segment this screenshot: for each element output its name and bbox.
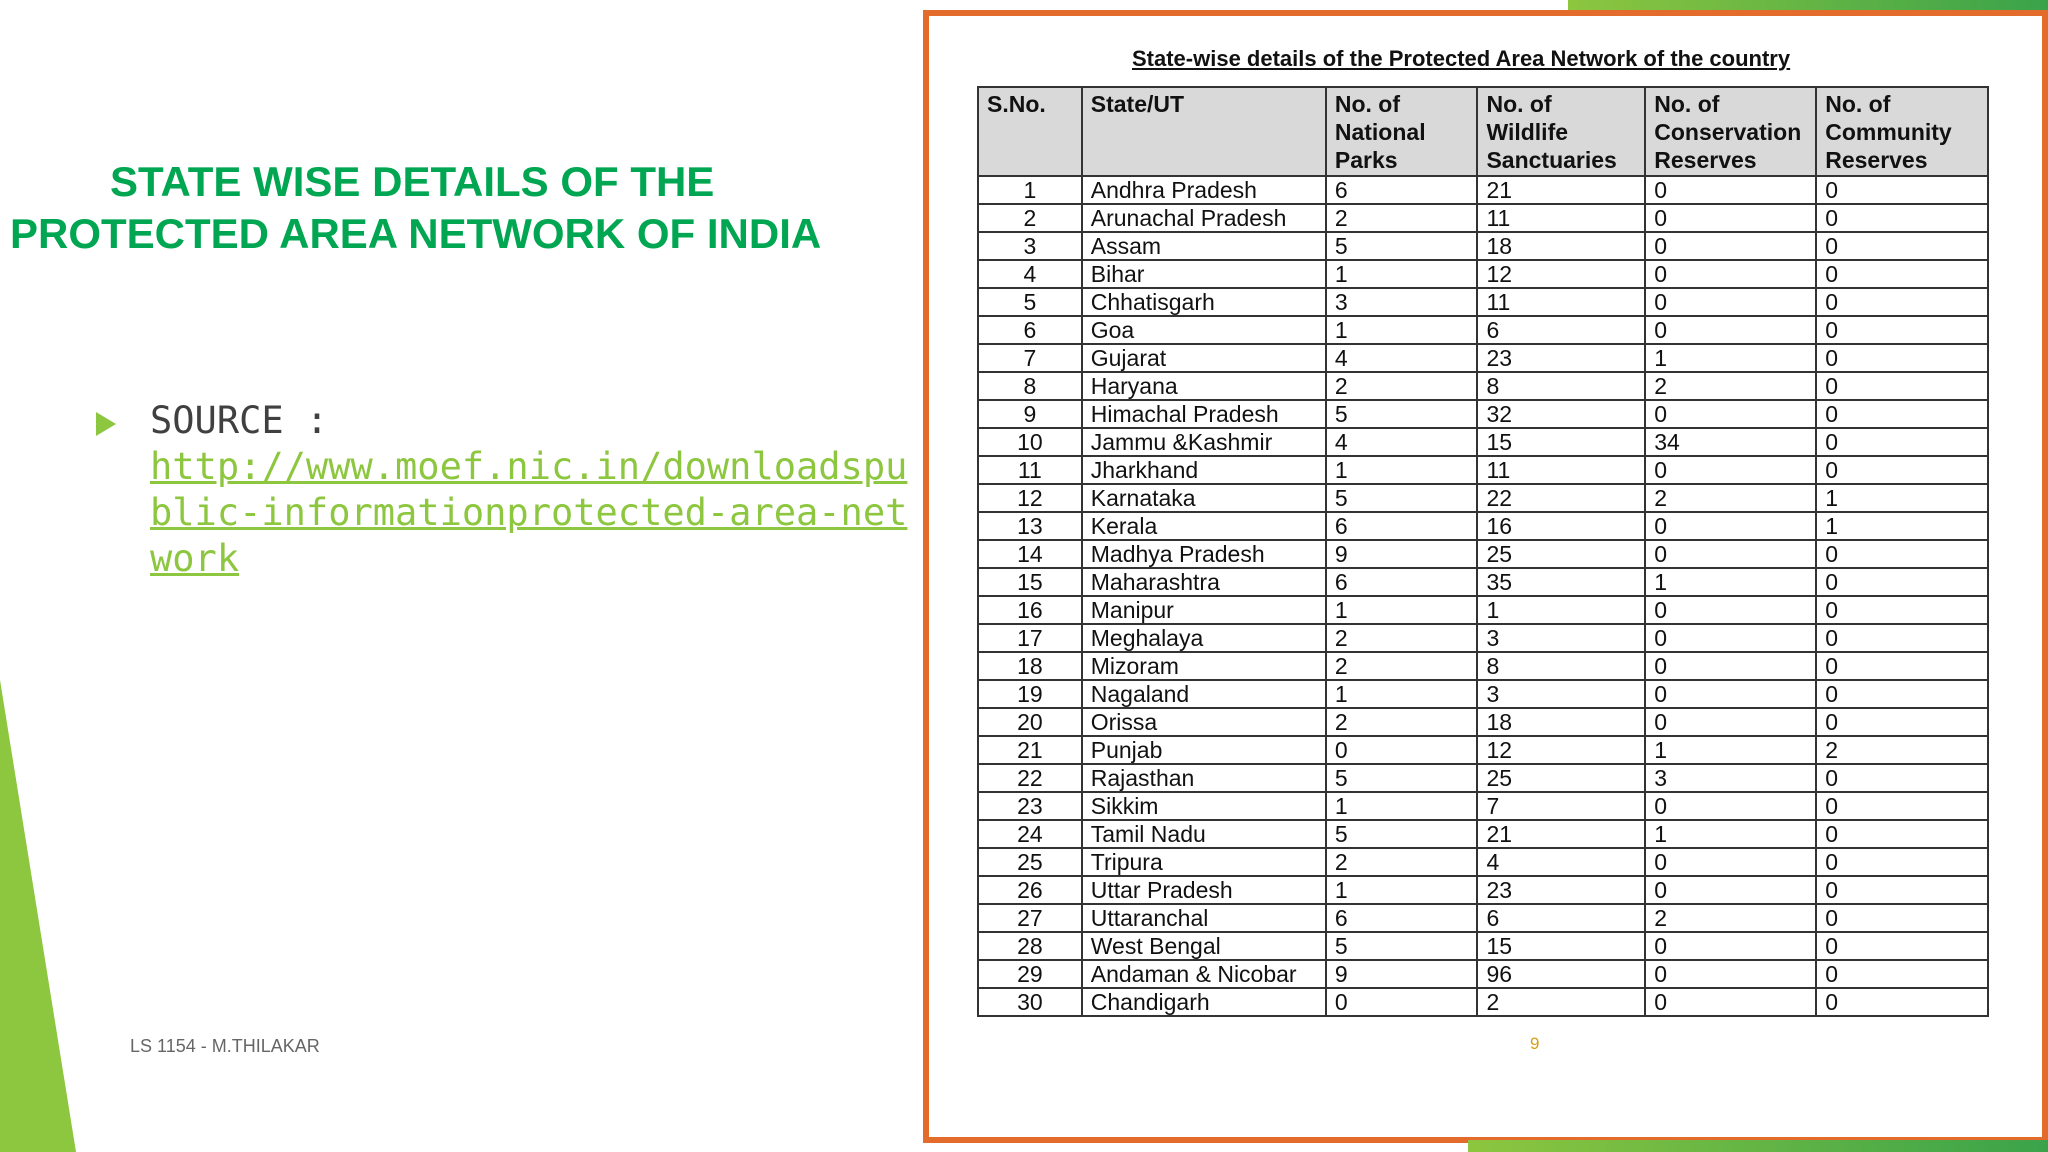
cell-wildlife-sanctuaries: 25 xyxy=(1477,764,1645,792)
table-row xyxy=(978,876,1988,904)
cell-sno: 15 xyxy=(978,568,1082,596)
table-row xyxy=(978,932,1988,960)
cell-sno: 18 xyxy=(978,652,1082,680)
cell-conservation-reserves: 1 xyxy=(1645,344,1816,372)
cell-national-parks: 4 xyxy=(1326,344,1478,372)
cell-sno: 30 xyxy=(978,988,1082,1016)
cell-national-parks: 2 xyxy=(1326,624,1478,652)
header-state: State/UT xyxy=(1082,87,1326,176)
header-community-reserves: No. of Community Reserves xyxy=(1816,87,1988,176)
cell-community-reserves: 0 xyxy=(1816,960,1988,988)
header-national-parks: No. of National Parks xyxy=(1326,87,1478,176)
cell-sno: 13 xyxy=(978,512,1082,540)
table-row xyxy=(978,260,1988,288)
table-row xyxy=(978,232,1988,260)
cell-conservation-reserves: 0 xyxy=(1645,792,1816,820)
cell-community-reserves: 0 xyxy=(1816,456,1988,484)
table-row xyxy=(978,820,1988,848)
cell-conservation-reserves: 1 xyxy=(1645,568,1816,596)
cell-conservation-reserves: 2 xyxy=(1645,484,1816,512)
cell-state: Punjab xyxy=(1082,736,1326,764)
header-wildlife-sanctuaries: No. of Wildlife Sanctuaries xyxy=(1477,87,1645,176)
cell-wildlife-sanctuaries: 96 xyxy=(1477,960,1645,988)
cell-wildlife-sanctuaries: 15 xyxy=(1477,428,1645,456)
cell-national-parks: 3 xyxy=(1326,288,1478,316)
cell-community-reserves: 0 xyxy=(1816,988,1988,1016)
bullet-arrow-icon xyxy=(96,412,116,436)
cell-wildlife-sanctuaries: 35 xyxy=(1477,568,1645,596)
cell-sno: 28 xyxy=(978,932,1082,960)
cell-state: Goa xyxy=(1082,316,1326,344)
source-text xyxy=(150,398,910,582)
cell-national-parks: 1 xyxy=(1326,260,1478,288)
cell-community-reserves: 0 xyxy=(1816,204,1988,232)
table-body xyxy=(978,176,1988,1016)
cell-sno: 12 xyxy=(978,484,1082,512)
table-row xyxy=(978,372,1988,400)
cell-wildlife-sanctuaries: 32 xyxy=(1477,400,1645,428)
cell-sno: 19 xyxy=(978,680,1082,708)
cell-state: Madhya Pradesh xyxy=(1082,540,1326,568)
cell-wildlife-sanctuaries: 21 xyxy=(1477,176,1645,204)
cell-conservation-reserves: 34 xyxy=(1645,428,1816,456)
cell-community-reserves: 0 xyxy=(1816,176,1988,204)
cell-conservation-reserves: 0 xyxy=(1645,680,1816,708)
table-row xyxy=(978,988,1988,1016)
cell-state: Bihar xyxy=(1082,260,1326,288)
cell-community-reserves: 0 xyxy=(1816,568,1988,596)
cell-community-reserves: 0 xyxy=(1816,344,1988,372)
cell-national-parks: 5 xyxy=(1326,764,1478,792)
cell-state: Nagaland xyxy=(1082,680,1326,708)
cell-community-reserves: 0 xyxy=(1816,764,1988,792)
footer-author: LS 1154 - M.THILAKAR xyxy=(130,1036,320,1056)
cell-state: Jammu &Kashmir xyxy=(1082,428,1326,456)
cell-sno: 14 xyxy=(978,540,1082,568)
cell-sno: 22 xyxy=(978,764,1082,792)
cell-national-parks: 2 xyxy=(1326,652,1478,680)
source-label: SOURCE : xyxy=(150,399,329,442)
cell-conservation-reserves: 0 xyxy=(1645,960,1816,988)
table-row xyxy=(978,344,1988,372)
cell-conservation-reserves: 0 xyxy=(1645,932,1816,960)
cell-wildlife-sanctuaries: 21 xyxy=(1477,820,1645,848)
cell-sno: 6 xyxy=(978,316,1082,344)
cell-conservation-reserves: 1 xyxy=(1645,820,1816,848)
cell-state: Uttaranchal xyxy=(1082,904,1326,932)
cell-wildlife-sanctuaries: 4 xyxy=(1477,848,1645,876)
cell-state: Andhra Pradesh xyxy=(1082,176,1326,204)
cell-wildlife-sanctuaries: 11 xyxy=(1477,204,1645,232)
cell-sno: 24 xyxy=(978,820,1082,848)
cell-community-reserves: 0 xyxy=(1816,400,1988,428)
table-row xyxy=(978,708,1988,736)
cell-state: Maharashtra xyxy=(1082,568,1326,596)
cell-sno: 21 xyxy=(978,736,1082,764)
cell-state: Manipur xyxy=(1082,596,1326,624)
cell-state: Rajasthan xyxy=(1082,764,1326,792)
cell-wildlife-sanctuaries: 6 xyxy=(1477,904,1645,932)
table-row xyxy=(978,428,1988,456)
cell-national-parks: 2 xyxy=(1326,372,1478,400)
slide-title-line-2: PROTECTED AREA NETWORK OF INDIA xyxy=(10,210,822,257)
cell-community-reserves: 1 xyxy=(1816,484,1988,512)
cell-wildlife-sanctuaries: 15 xyxy=(1477,932,1645,960)
cell-wildlife-sanctuaries: 25 xyxy=(1477,540,1645,568)
cell-wildlife-sanctuaries: 8 xyxy=(1477,372,1645,400)
cell-state: Meghalaya xyxy=(1082,624,1326,652)
cell-state: Jharkhand xyxy=(1082,456,1326,484)
cell-community-reserves: 0 xyxy=(1816,624,1988,652)
table-row xyxy=(978,652,1988,680)
cell-community-reserves: 0 xyxy=(1816,372,1988,400)
cell-state: Chhatisgarh xyxy=(1082,288,1326,316)
cell-state: Himachal Pradesh xyxy=(1082,400,1326,428)
table-row xyxy=(978,736,1988,764)
cell-national-parks: 2 xyxy=(1326,204,1478,232)
cell-state: Orissa xyxy=(1082,708,1326,736)
cell-sno: 26 xyxy=(978,876,1082,904)
cell-conservation-reserves: 0 xyxy=(1645,624,1816,652)
cell-wildlife-sanctuaries: 16 xyxy=(1477,512,1645,540)
cell-state: Uttar Pradesh xyxy=(1082,876,1326,904)
cell-sno: 3 xyxy=(978,232,1082,260)
cell-wildlife-sanctuaries: 11 xyxy=(1477,288,1645,316)
cell-conservation-reserves: 0 xyxy=(1645,400,1816,428)
cell-national-parks: 1 xyxy=(1326,456,1478,484)
cell-state: Karnataka xyxy=(1082,484,1326,512)
cell-community-reserves: 0 xyxy=(1816,848,1988,876)
cell-national-parks: 6 xyxy=(1326,568,1478,596)
table-row xyxy=(978,512,1988,540)
cell-community-reserves: 0 xyxy=(1816,932,1988,960)
cell-sno: 7 xyxy=(978,344,1082,372)
cell-wildlife-sanctuaries: 18 xyxy=(1477,708,1645,736)
cell-community-reserves: 0 xyxy=(1816,820,1988,848)
cell-community-reserves: 0 xyxy=(1816,232,1988,260)
table-row xyxy=(978,624,1988,652)
cell-national-parks: 9 xyxy=(1326,540,1478,568)
cell-sno: 4 xyxy=(978,260,1082,288)
cell-conservation-reserves: 0 xyxy=(1645,176,1816,204)
cell-conservation-reserves: 2 xyxy=(1645,372,1816,400)
cell-national-parks: 2 xyxy=(1326,848,1478,876)
cell-national-parks: 2 xyxy=(1326,708,1478,736)
cell-conservation-reserves: 0 xyxy=(1645,512,1816,540)
cell-community-reserves: 2 xyxy=(1816,736,1988,764)
table-row xyxy=(978,204,1988,232)
cell-national-parks: 6 xyxy=(1326,176,1478,204)
cell-community-reserves: 0 xyxy=(1816,708,1988,736)
cell-sno: 29 xyxy=(978,960,1082,988)
cell-conservation-reserves: 0 xyxy=(1645,876,1816,904)
cell-national-parks: 5 xyxy=(1326,400,1478,428)
cell-national-parks: 4 xyxy=(1326,428,1478,456)
cell-state: Gujarat xyxy=(1082,344,1326,372)
cell-national-parks: 5 xyxy=(1326,484,1478,512)
cell-wildlife-sanctuaries: 23 xyxy=(1477,344,1645,372)
table-row xyxy=(978,316,1988,344)
cell-conservation-reserves: 1 xyxy=(1645,736,1816,764)
cell-wildlife-sanctuaries: 3 xyxy=(1477,624,1645,652)
cell-national-parks: 1 xyxy=(1326,596,1478,624)
cell-state: Assam xyxy=(1082,232,1326,260)
cell-conservation-reserves: 0 xyxy=(1645,540,1816,568)
table-row xyxy=(978,960,1988,988)
cell-state: Mizoram xyxy=(1082,652,1326,680)
table-row xyxy=(978,596,1988,624)
decorative-bottom-bar xyxy=(1468,1140,2048,1152)
cell-community-reserves: 0 xyxy=(1816,792,1988,820)
cell-conservation-reserves: 0 xyxy=(1645,260,1816,288)
cell-wildlife-sanctuaries: 11 xyxy=(1477,456,1645,484)
table-title: State-wise details of the Protected Area Network of the country xyxy=(1132,46,1791,71)
slide-title-line-1: STATE WISE DETAILS OF THE xyxy=(110,158,715,205)
table-row xyxy=(978,540,1988,568)
table-row xyxy=(978,484,1988,512)
cell-state: Kerala xyxy=(1082,512,1326,540)
cell-community-reserves: 0 xyxy=(1816,904,1988,932)
cell-community-reserves: 0 xyxy=(1816,316,1988,344)
cell-sno: 23 xyxy=(978,792,1082,820)
cell-sno: 27 xyxy=(978,904,1082,932)
page-number: 9 xyxy=(1530,1034,1540,1053)
table-row xyxy=(978,400,1988,428)
cell-sno: 17 xyxy=(978,624,1082,652)
cell-community-reserves: 0 xyxy=(1816,428,1988,456)
slide-title xyxy=(0,156,850,260)
cell-wildlife-sanctuaries: 2 xyxy=(1477,988,1645,1016)
table-header-row xyxy=(978,87,1988,176)
cell-wildlife-sanctuaries: 12 xyxy=(1477,736,1645,764)
source-link[interactable]: http://www.moef.nic.in/downloadspublic-informationprotected-area-network xyxy=(150,445,908,580)
cell-sno: 25 xyxy=(978,848,1082,876)
cell-conservation-reserves: 3 xyxy=(1645,764,1816,792)
cell-national-parks: 6 xyxy=(1326,512,1478,540)
cell-community-reserves: 0 xyxy=(1816,876,1988,904)
cell-conservation-reserves: 0 xyxy=(1645,848,1816,876)
cell-community-reserves: 0 xyxy=(1816,680,1988,708)
table-row xyxy=(978,680,1988,708)
header-sno: S.No. xyxy=(978,87,1082,176)
cell-national-parks: 5 xyxy=(1326,932,1478,960)
cell-community-reserves: 0 xyxy=(1816,596,1988,624)
protected-area-table xyxy=(977,86,1989,1017)
cell-community-reserves: 0 xyxy=(1816,652,1988,680)
cell-national-parks: 1 xyxy=(1326,316,1478,344)
cell-sno: 16 xyxy=(978,596,1082,624)
cell-wildlife-sanctuaries: 8 xyxy=(1477,652,1645,680)
cell-conservation-reserves: 0 xyxy=(1645,232,1816,260)
cell-sno: 10 xyxy=(978,428,1082,456)
cell-conservation-reserves: 0 xyxy=(1645,288,1816,316)
cell-state: Sikkim xyxy=(1082,792,1326,820)
table-row xyxy=(978,764,1988,792)
cell-national-parks: 1 xyxy=(1326,876,1478,904)
cell-conservation-reserves: 0 xyxy=(1645,596,1816,624)
cell-wildlife-sanctuaries: 22 xyxy=(1477,484,1645,512)
cell-state: Andaman & Nicobar xyxy=(1082,960,1326,988)
cell-conservation-reserves: 0 xyxy=(1645,708,1816,736)
cell-state: Arunachal Pradesh xyxy=(1082,204,1326,232)
cell-national-parks: 0 xyxy=(1326,988,1478,1016)
cell-conservation-reserves: 2 xyxy=(1645,904,1816,932)
cell-conservation-reserves: 0 xyxy=(1645,456,1816,484)
cell-wildlife-sanctuaries: 12 xyxy=(1477,260,1645,288)
table-row xyxy=(978,456,1988,484)
cell-national-parks: 0 xyxy=(1326,736,1478,764)
cell-national-parks: 5 xyxy=(1326,232,1478,260)
cell-wildlife-sanctuaries: 3 xyxy=(1477,680,1645,708)
cell-sno: 2 xyxy=(978,204,1082,232)
cell-wildlife-sanctuaries: 6 xyxy=(1477,316,1645,344)
cell-state: Chandigarh xyxy=(1082,988,1326,1016)
cell-conservation-reserves: 0 xyxy=(1645,316,1816,344)
cell-conservation-reserves: 0 xyxy=(1645,204,1816,232)
table-row xyxy=(978,288,1988,316)
cell-community-reserves: 0 xyxy=(1816,260,1988,288)
table-row xyxy=(978,792,1988,820)
cell-national-parks: 1 xyxy=(1326,792,1478,820)
table-row xyxy=(978,176,1988,204)
cell-state: West Bengal xyxy=(1082,932,1326,960)
cell-national-parks: 6 xyxy=(1326,904,1478,932)
table-row xyxy=(978,568,1988,596)
cell-wildlife-sanctuaries: 18 xyxy=(1477,232,1645,260)
cell-conservation-reserves: 0 xyxy=(1645,652,1816,680)
cell-sno: 9 xyxy=(978,400,1082,428)
cell-state: Tripura xyxy=(1082,848,1326,876)
table-row xyxy=(978,848,1988,876)
cell-national-parks: 5 xyxy=(1326,820,1478,848)
cell-community-reserves: 0 xyxy=(1816,540,1988,568)
header-conservation-reserves: No. of Conservation Reserves xyxy=(1645,87,1816,176)
cell-community-reserves: 0 xyxy=(1816,288,1988,316)
cell-national-parks: 1 xyxy=(1326,680,1478,708)
cell-sno: 5 xyxy=(978,288,1082,316)
cell-sno: 20 xyxy=(978,708,1082,736)
table-row xyxy=(978,904,1988,932)
cell-sno: 11 xyxy=(978,456,1082,484)
cell-wildlife-sanctuaries: 23 xyxy=(1477,876,1645,904)
cell-wildlife-sanctuaries: 7 xyxy=(1477,792,1645,820)
cell-wildlife-sanctuaries: 1 xyxy=(1477,596,1645,624)
cell-sno: 1 xyxy=(978,176,1082,204)
cell-sno: 8 xyxy=(978,372,1082,400)
cell-state: Haryana xyxy=(1082,372,1326,400)
cell-national-parks: 9 xyxy=(1326,960,1478,988)
cell-conservation-reserves: 0 xyxy=(1645,988,1816,1016)
cell-state: Tamil Nadu xyxy=(1082,820,1326,848)
cell-community-reserves: 1 xyxy=(1816,512,1988,540)
